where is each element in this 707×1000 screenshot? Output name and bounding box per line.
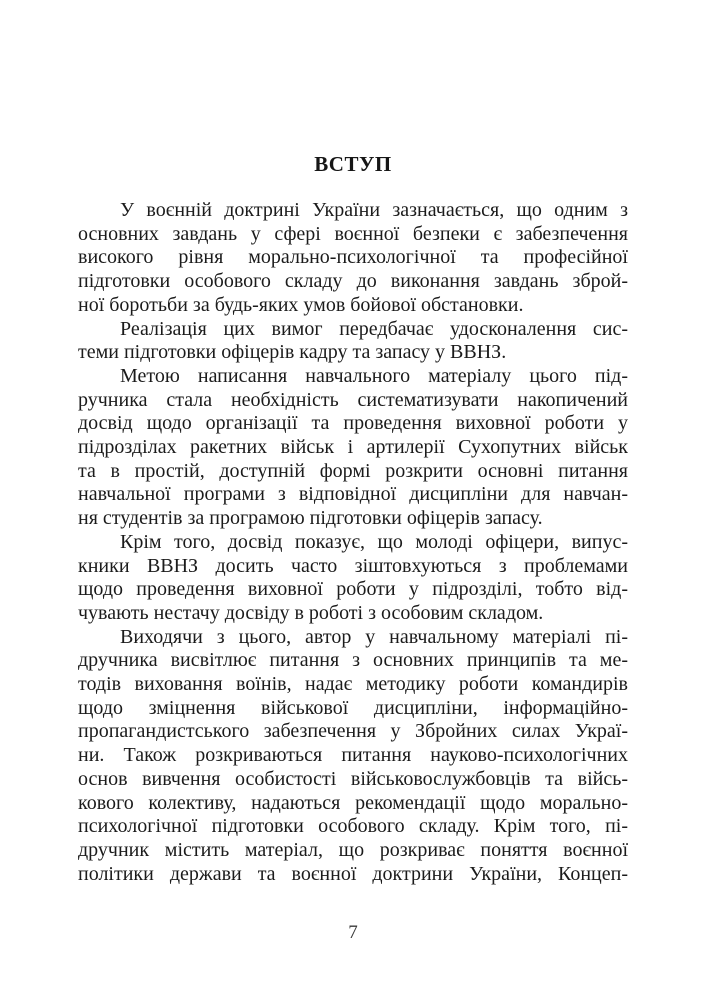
text-line: основних завдань у сфері воєнної безпеки є забезпечення xyxy=(78,222,628,245)
paragraph xyxy=(78,365,628,531)
text-line: Виходячи з цього, автор у навчальному матеріалі пі- xyxy=(120,625,628,648)
text-line: психологічної підготовки особового складу. Крім того, пі- xyxy=(78,815,628,838)
text-line: дручника висвітлює питання з основних принципів та ме- xyxy=(78,649,628,672)
text-line: підрозділах ракетних військ і артилерії Сухопутних військ xyxy=(78,436,628,459)
text-line: Метою написання навчального матеріалу цього під- xyxy=(120,364,628,387)
text-line: досвід щодо організації та проведення виховної роботи у xyxy=(78,412,628,435)
text-line: пропагандистського забезпечення у Збройних силах Украї- xyxy=(78,720,628,743)
text-line: підготовки особового складу до виконання завдань зброй- xyxy=(78,270,628,293)
text-line: дручник містить матеріал, що розкриває поняття воєнної xyxy=(78,838,628,861)
page-number: 7 xyxy=(348,922,358,943)
text-line: чувають нестачу досвіду в роботі з особовим складом. xyxy=(78,601,544,624)
text-line: високого рівня морально-психологічної та професійної xyxy=(78,246,628,269)
text-line: основ вивчення особистості військовослужбовців та війсь- xyxy=(78,767,628,790)
text-line: політики держави та воєнної доктрини України, Концеп- xyxy=(78,862,628,885)
text-line: щодо зміцнення військової дисципліни, інформаційно- xyxy=(78,696,628,719)
text-line: ни. Також розкриваються питання науково-психологічних xyxy=(78,744,628,767)
body-text xyxy=(78,199,628,886)
text-line: ручника стала необхідність систематизувати накопичений xyxy=(78,388,628,411)
paragraph xyxy=(78,531,628,626)
paragraph xyxy=(78,199,628,318)
paragraph xyxy=(78,626,628,887)
paragraph xyxy=(78,318,628,365)
text-line: У воєнній доктрині України зазначається, що одним з xyxy=(120,199,628,221)
text-line: ня студентів за програмою підготовки офіцерів запасу. xyxy=(78,507,543,530)
text-line: ної боротьби за будь-яких умов бойової обстановки. xyxy=(78,293,524,316)
text-line: та в простій, доступній формі розкрити основні питання xyxy=(78,459,628,482)
text-line: навчальної програми з відповідної дисципліни для навчан- xyxy=(78,483,628,506)
text-line: кового колективу, надаються рекомендації щодо морально- xyxy=(78,791,628,814)
text-line: Крім того, досвід показує, що молоді офіцери, випус- xyxy=(120,530,628,553)
text-line: кники ВВНЗ досить часто зіштовхуються з проблемами xyxy=(78,554,628,577)
text-line: тодів виховання воїнів, надає методику роботи командирів xyxy=(78,673,628,696)
text-line: теми підготовки офіцерів кадру та запасу у ВВНЗ. xyxy=(78,341,507,364)
text-line: щодо проведення виховної роботи у підрозділі, тобто від- xyxy=(78,578,628,601)
page-title: ВСТУП xyxy=(314,152,392,176)
text-line: Реалізація цих вимог передбачає удосконалення сис- xyxy=(120,317,628,340)
